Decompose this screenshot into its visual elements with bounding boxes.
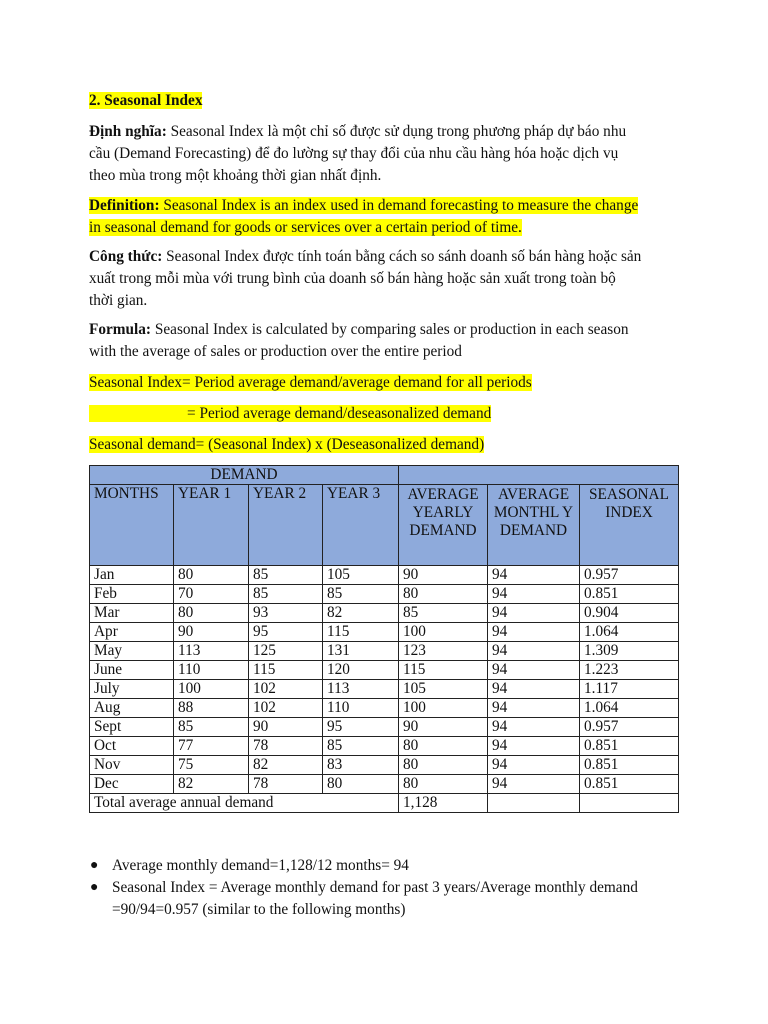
en-formula-label: Formula: [89, 321, 152, 338]
table-row [90, 623, 679, 642]
table-cell: 94 [488, 699, 580, 718]
table-cell: 1.064 [580, 699, 679, 718]
table-cell: 94 [488, 756, 580, 775]
table-cell: 94 [488, 585, 580, 604]
table-cell: 94 [488, 604, 580, 623]
equation-seasonal-demand: Seasonal demand= (Seasonal Index) x (Deseasonalized demand) [89, 436, 485, 453]
table-group-header-row [90, 466, 679, 485]
table-cell: 85 [249, 566, 323, 585]
table-cell: 94 [488, 642, 580, 661]
col-header-seasonal-index: SEASONAL INDEX [580, 485, 679, 566]
table-cell: 102 [249, 699, 323, 718]
vi-definition-paragraph: Định nghĩa: Seasonal Index là một chỉ số được sử dụng trong phương pháp dự báo nhu cầu (Demand Forecasting) để đo lường sự thay đổi của nhu cầu hàng hóa hoặc dịch vụ theo mùa trong một khoảng thời gian nhất định. [89, 123, 627, 184]
seasonal-index-table [89, 465, 679, 813]
table-cell: July [90, 680, 174, 699]
bullet-icon: ● [90, 880, 99, 895]
table-cell: 85 [174, 718, 249, 737]
en-definition-paragraph: Definition: Seasonal Index is an index used in demand forecasting to measure the change in seasonal demand for goods or services over a certain period of time. [89, 197, 639, 236]
table-cell: 78 [249, 775, 323, 794]
table-cell: 123 [399, 642, 488, 661]
table-cell: Feb [90, 585, 174, 604]
table-cell: Apr [90, 623, 174, 642]
table-cell: June [90, 661, 174, 680]
vi-formula-label: Công thức: [89, 248, 163, 265]
vi-formula-paragraph: Công thức: Seasonal Index được tính toán bằng cách so sánh doanh số bán hàng hoặc sản xuất trong mỗi mùa với trung bình của doanh số bán hàng hoặc sản xuất trong toàn bộ thời gian. [89, 248, 642, 309]
table-cell: 0.851 [580, 775, 679, 794]
table-cell: 94 [488, 623, 580, 642]
empty-group-header [399, 466, 679, 485]
table-cell: 0.957 [580, 566, 679, 585]
table-cell: 125 [249, 642, 323, 661]
table-cell: 78 [249, 737, 323, 756]
table-cell: 95 [249, 623, 323, 642]
table-cell: 113 [323, 680, 399, 699]
table-body [90, 566, 679, 794]
table-cell: 100 [399, 623, 488, 642]
table-cell: 110 [323, 699, 399, 718]
table-row [90, 718, 679, 737]
table-cell: 85 [323, 585, 399, 604]
table-cell: 95 [323, 718, 399, 737]
total-empty-cell [488, 794, 580, 813]
table-cell: Nov [90, 756, 174, 775]
table-cell: 115 [399, 661, 488, 680]
table-cell: 100 [399, 699, 488, 718]
table-cell: 120 [323, 661, 399, 680]
table-cell: 131 [323, 642, 399, 661]
table-cell: 1.117 [580, 680, 679, 699]
table-cell: 0.851 [580, 585, 679, 604]
table-cell: 113 [174, 642, 249, 661]
equation-seasonal-index: Seasonal Index= Period average demand/average demand for all periods [89, 374, 532, 391]
table-cell: 80 [399, 775, 488, 794]
table-row [90, 775, 679, 794]
table-row [90, 661, 679, 680]
table-cell: Mar [90, 604, 174, 623]
table-cell: 80 [174, 566, 249, 585]
total-value: 1,128 [399, 794, 488, 813]
table-cell: 102 [249, 680, 323, 699]
table-row [90, 585, 679, 604]
table-cell: 90 [399, 566, 488, 585]
table-cell: 80 [174, 604, 249, 623]
bullet-item: ● Average monthly demand=1,128/12 months= 94 [112, 855, 672, 877]
table-cell: 94 [488, 680, 580, 699]
section-heading: 2. Seasonal Index [89, 92, 203, 109]
table-cell: 82 [323, 604, 399, 623]
table-cell: Oct [90, 737, 174, 756]
table-cell: 0.904 [580, 604, 679, 623]
table-cell: 1.223 [580, 661, 679, 680]
col-header-year2: YEAR 2 [249, 485, 323, 566]
table-cell: 83 [323, 756, 399, 775]
table-cell: 105 [399, 680, 488, 699]
table-cell: 94 [488, 737, 580, 756]
table-cell: 115 [323, 623, 399, 642]
table-header-row [90, 485, 679, 566]
equation-deseasonalized: = Period average demand/deseasonalized demand [89, 403, 689, 425]
en-definition-label: Definition: [89, 197, 160, 214]
table-cell: Dec [90, 775, 174, 794]
table-row [90, 566, 679, 585]
table-cell: Jan [90, 566, 174, 585]
table-cell: 90 [249, 718, 323, 737]
table-cell: 0.851 [580, 737, 679, 756]
bullet-icon: ● [90, 858, 99, 873]
table-cell: 80 [399, 737, 488, 756]
col-header-months: MONTHS [90, 485, 174, 566]
col-header-year3: YEAR 3 [323, 485, 399, 566]
col-header-avg-monthly: AVERAGE MONTHL Y DEMAND [488, 485, 580, 566]
en-formula-paragraph: Formula: Seasonal Index is calculated by comparing sales or production in each season with the average of sales or production over the entire period [89, 321, 629, 360]
table-row [90, 756, 679, 775]
table-cell: May [90, 642, 174, 661]
table-cell: 93 [249, 604, 323, 623]
table-cell: 80 [399, 585, 488, 604]
col-header-avg-yearly: AVERAGE YEARLY DEMAND [399, 485, 488, 566]
table-cell: 90 [174, 623, 249, 642]
table-cell: 75 [174, 756, 249, 775]
table-cell: 110 [174, 661, 249, 680]
total-empty-cell [580, 794, 679, 813]
table-row [90, 604, 679, 623]
table-cell: 85 [249, 585, 323, 604]
demand-group-header: DEMAND [90, 466, 399, 485]
table-cell: 115 [249, 661, 323, 680]
table-total-row [90, 794, 679, 813]
table-cell: Aug [90, 699, 174, 718]
table-cell: 1.064 [580, 623, 679, 642]
table-cell: 94 [488, 566, 580, 585]
table-cell: 94 [488, 661, 580, 680]
table-cell: 85 [399, 604, 488, 623]
table-cell: 80 [399, 756, 488, 775]
table-cell: 82 [249, 756, 323, 775]
total-label: Total average annual demand [90, 794, 399, 813]
table-cell: 94 [488, 718, 580, 737]
table-cell: 88 [174, 699, 249, 718]
table-cell: 1.309 [580, 642, 679, 661]
table-row [90, 699, 679, 718]
table-row [90, 680, 679, 699]
table-cell: 85 [323, 737, 399, 756]
table-cell: 0.851 [580, 756, 679, 775]
table-cell: 80 [323, 775, 399, 794]
table-row [90, 737, 679, 756]
vi-definition-label: Định nghĩa: [89, 123, 167, 140]
table-cell: Sept [90, 718, 174, 737]
table-cell: 90 [399, 718, 488, 737]
table-cell: 94 [488, 775, 580, 794]
table-cell: 100 [174, 680, 249, 699]
table-row [90, 642, 679, 661]
table-cell: 70 [174, 585, 249, 604]
bullet-item: ● Seasonal Index = Average monthly demand for past 3 years/Average monthly demand =90/94=0.957 (similar to the following months) [90, 879, 638, 918]
col-header-year1: YEAR 1 [174, 485, 249, 566]
table-cell: 82 [174, 775, 249, 794]
table-cell: 105 [323, 566, 399, 585]
table-cell: 77 [174, 737, 249, 756]
table-cell: 0.957 [580, 718, 679, 737]
